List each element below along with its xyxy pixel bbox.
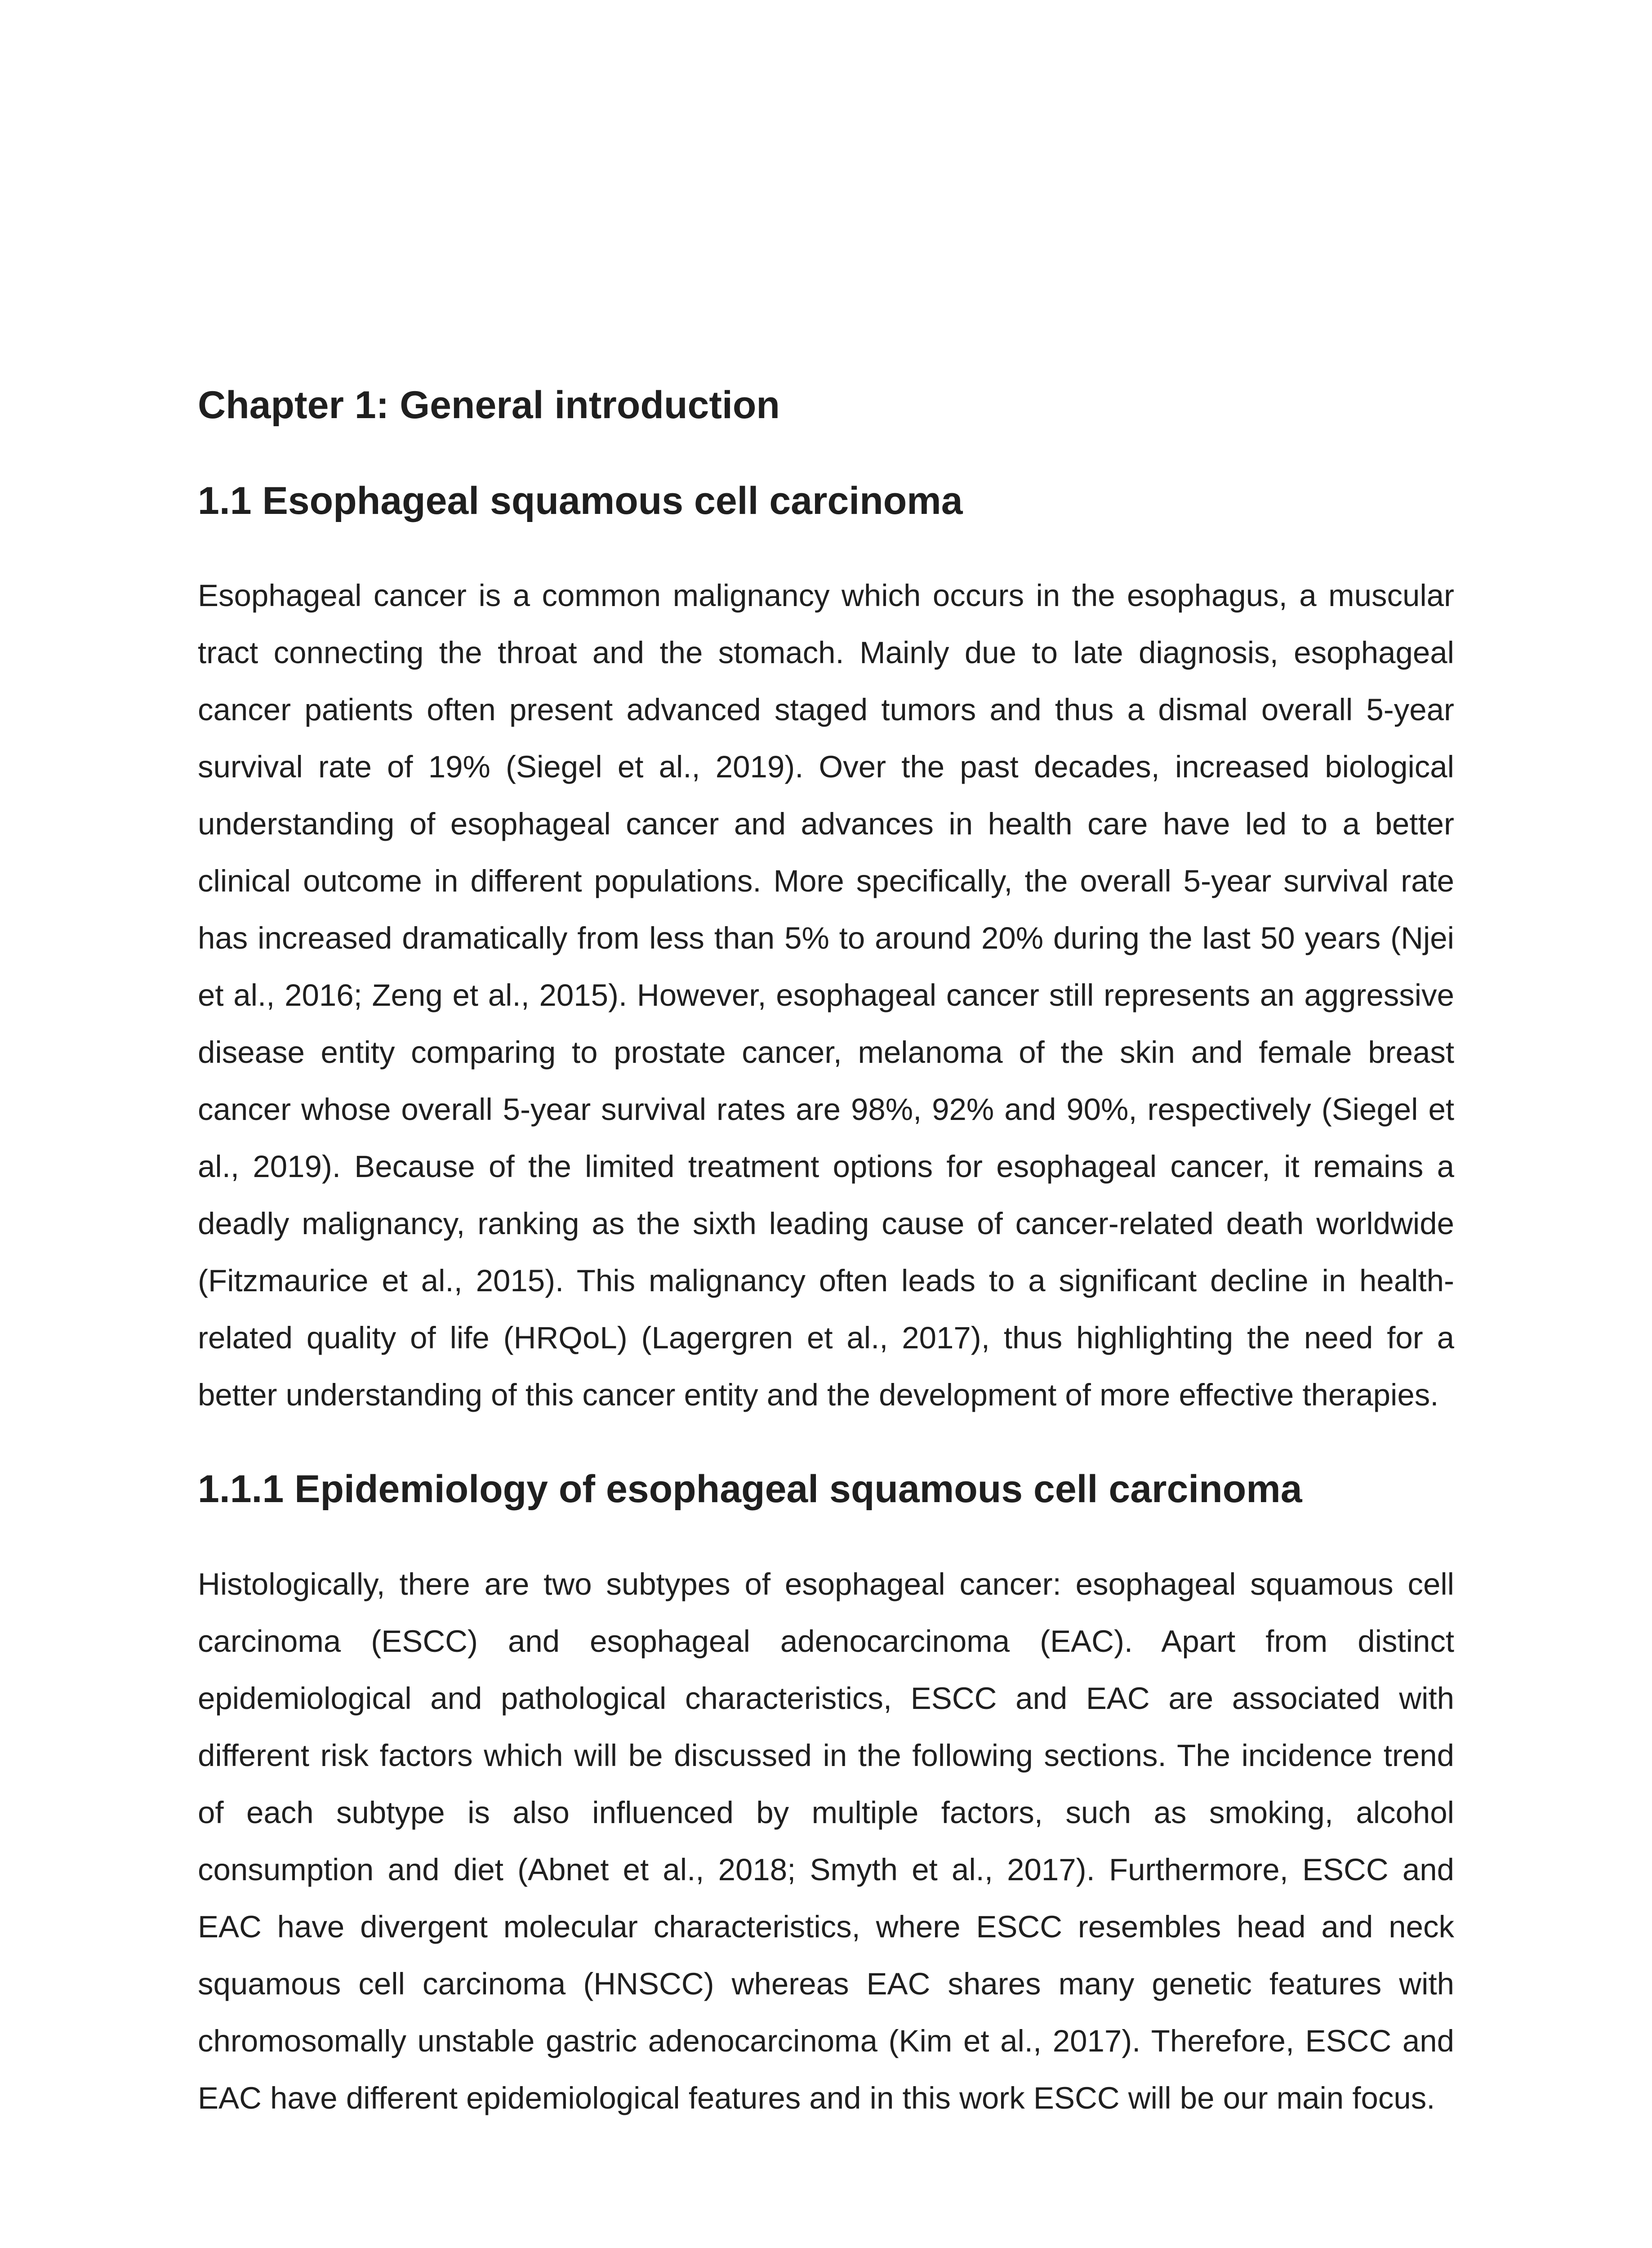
page-content <box>198 382 1454 2127</box>
chapter-title: Chapter 1: General introduction <box>198 384 780 427</box>
section-title: 1.1 Esophageal squamous cell carcinoma <box>198 479 963 523</box>
body-paragraph-1: Esophageal cancer is a common malignancy which occurs in the esophagus, a muscular tract connecting the throat and the stomach. Mainly due to late diagnosis, esophageal cancer patients often present advanced staged tumors and thus a dismal overall 5-year survival rate of 19% (Siegel et al., 2019). Over the past decades, increased biological understanding of esophageal cancer and advances in health care have led to a better clinical outcome in different populations. More specifically, the overall 5-year survival rate has increased dramatically from less than 5% to around 20% during the last 50 years (Njei et al., 2016; Zeng et al., 2015). However, esophageal cancer still represents an aggressive disease entity comparing to prostate cancer, melanoma of the skin and female breast cancer whose overall 5-year survival rates are 98%, 92% and 90%, respectively (Siegel et al., 2019). Because of the limited treatment options for esophageal cancer, it remains a deadly malignancy, ranking as the sixth leading cause of cancer-related death worldwide (Fitzmaurice et al., 2015). This malignancy often leads to a significant decline in health-related quality of life (HRQoL) (Lagergren et al., 2017), thus highlighting the need for a better understanding of this cancer entity and the development of more effective therapies. <box>198 578 1454 1413</box>
subsection-title: 1.1.1 Epidemiology of esophageal squamous cell carcinoma <box>198 1467 1302 1511</box>
body-paragraph-2: Histologically, there are two subtypes of esophageal cancer: esophageal squamous cell carcinoma (ESCC) and esophageal adenocarcinoma (EAC). Apart from distinct epidemiological and pathological characteristics, ESCC and EAC are associated with different risk factors which will be discussed in the following sections. The incidence trend of each subtype is also influenced by multiple factors, such as smoking, alcohol consumption and diet (Abnet et al., 2018; Smyth et al., 2017). Furthermore, ESCC and EAC have divergent molecular characteristics, where ESCC resembles head and neck squamous cell carcinoma (HNSCC) whereas EAC shares many genetic features with chromosomally unstable gastric adenocarcinoma (Kim et al., 2017). Therefore, ESCC and EAC have different epidemiological features and in this work ESCC will be our main focus. <box>198 1566 1454 2115</box>
